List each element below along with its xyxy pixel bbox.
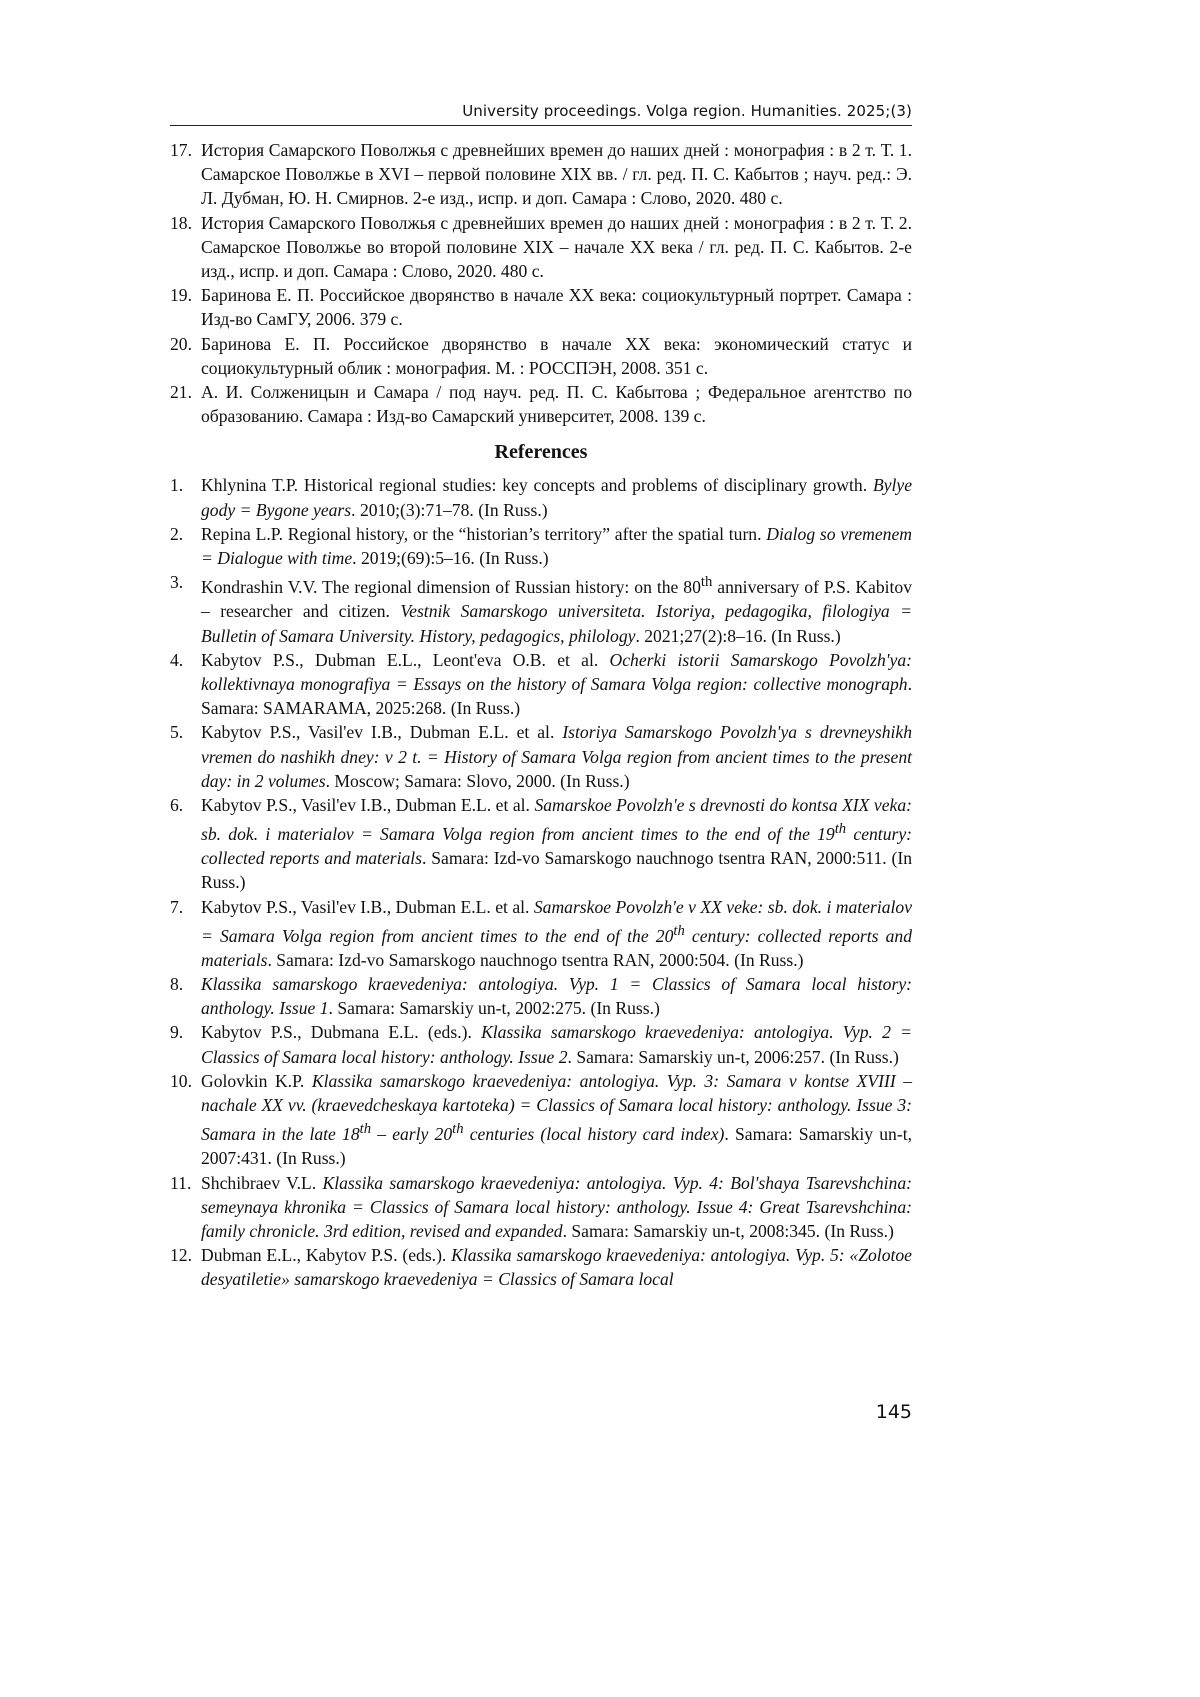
reference-text: Dubman E.L., Kabytov P.S. (eds.). Klassika samarskogo kraevedeniya: antologiya. Vyp. 5: «Zolotoe desyatiletie» samarskogo kraevedeniya = Classics of Samara local [201, 1245, 912, 1290]
reference-item [170, 1069, 912, 1171]
reference-text: А. И. Солженицын и Самара / под науч. ред. П. С. Кабытова ; Федеральное агентство по образованию. Самара : Изд-во Самарский университет, 2008. 139 с. [201, 382, 912, 427]
reference-item [170, 720, 912, 793]
reference-text: Klassika samarskogo kraevedeniya: antologiya. Vyp. 1 = Classics of Samara local history: anthology. Issue 1. Samara: Samarskiy un-t, 2002:275. (In Russ.) [201, 974, 912, 1019]
page-number: 145 [875, 1401, 912, 1423]
reference-text: История Самарского Поволжья с древнейших времен до наших дней : монография : в 2 т. Т. 2. Самарское Поволжье во второй половине XIX – начале XX века / гл. ред. П. С. Кабытов. 2-е изд., испр. и доп. Самара : Слово, 2020. 480 с. [201, 212, 912, 282]
reference-number: 11. [170, 1172, 192, 1193]
header-rule [170, 125, 912, 126]
reference-text: Kabytov P.S., Dubman E.L., Leont'eva O.B. et al. Ocherki istorii Samarskogo Povolzh'ya: kollektivnaya monografiya = Essays on the history of Samara Volga region: collective monograph. Samara: SAMARAMA, 2025:268. (In Russ.) [201, 649, 912, 719]
reference-number: 5. [170, 722, 184, 743]
reference-item [170, 972, 912, 1020]
reference-item [170, 332, 912, 380]
reference-item [170, 473, 912, 521]
reference-text: Golovkin K.P. Klassika samarskogo kraevedeniya: antologiya. Vyp. 3: Samara v kontse XVIII – nachale XX vv. (kraevedcheskaya kartoteka) = Classics of Samara local history: anthology. Issue 3: Samara in the late 18th – early 20th centuries (local history card index). Samara: Samarskiy un-t, 2007:431. (In Russ.) [201, 1070, 912, 1169]
reference-item [170, 570, 912, 647]
reference-number: 18. [170, 212, 192, 233]
reference-text: Kabytov P.S., Vasil'ev I.B., Dubman E.L. et al. Samarskoe Povolzh'e s drevnosti do kontsa XIX veka: sb. dok. i materialov = Samara Volga region from ancient times to the end of the 19th century: collected reports and materials. Samara: Izd-vo Samarskogo nauchnogo tsentra RAN, 2000:511. (In Russ.) [201, 794, 913, 893]
reference-number: 6. [170, 794, 184, 815]
reference-number: 19. [170, 285, 192, 306]
reference-number: 7. [170, 896, 184, 917]
reference-item [170, 793, 912, 895]
references-heading: References [494, 441, 588, 464]
reference-text: Kabytov P.S., Vasil'ev I.B., Dubman E.L. et al. Samarskoe Povolzh'e v XX veke: sb. dok. i materialov = Samara Volga region from ancient times to the end of the 20th century: collected reports and materials. Samara: Izd-vo Samarskogo nauchnogo tsentra RAN, 2000:504. (In Russ.) [201, 896, 913, 970]
reference-item [170, 211, 912, 284]
reference-text: Khlynina T.P. Historical regional studies: key concepts and problems of disciplinary growth. Bylye gody = Bygone years. 2010;(3):71–78. (In Russ.) [201, 475, 912, 520]
reference-item [170, 380, 912, 428]
reference-number: 3. [170, 572, 184, 593]
reference-number: 12. [170, 1245, 192, 1266]
reference-item [170, 1020, 912, 1068]
reference-number: 10. [170, 1070, 192, 1091]
reference-item [170, 283, 912, 331]
reference-number: 1. [170, 475, 184, 496]
reference-text: Repina L.P. Regional history, or the “historian’s territory” after the spatial turn. Dialog so vremenem = Dialogue with time. 2019;(69):5–16. (In Russ.) [201, 523, 912, 569]
running-header: University proceedings. Volga region. Humanities. 2025;(3) [462, 102, 912, 120]
reference-number: 8. [170, 974, 184, 995]
reference-item [170, 1243, 912, 1291]
reference-text: Shchibraev V.L. Klassika samarskogo kraevedeniya: antologiya. Vyp. 4: Bol'shaya Tsarevshchina: semeynaya khronika = Classics of Samara local history: anthology. Issue 4: Great Tsarevshchina: family chronicle. 3rd edition, revised and expanded. Samara: Samarskiy un-t, 2008:345. (In Russ.) [201, 1172, 912, 1241]
english-reference-list [170, 473, 912, 1291]
reference-text: Kabytov P.S., Vasil'ev I.B., Dubman E.L. et al. Istoriya Samarskogo Povolzh'ya s drevneyshikh vremen do nashikh dney: v 2 t. = History of Samara Volga region from ancient times to the present day: in 2 volumes. Moscow; Samara: Slovo, 2000. (In Russ.) [201, 722, 913, 791]
russian-reference-list [170, 138, 912, 428]
reference-text: История Самарского Поволжья с древнейших времен до наших дней : монография : в 2 т. Т. 1. Самарское Поволжье в XVI – первой половине XIX вв. / гл. ред. П. С. Кабытов ; науч. ред.: Э. Л. Дубман, Ю. Н. Смирнов. 2-е изд., испр. и доп. Самара : Слово, 2020. 480 с. [201, 140, 912, 209]
reference-item [170, 1171, 912, 1244]
reference-number: 21. [170, 382, 192, 403]
reference-text: Kabytov P.S., Dubmana E.L. (eds.). Klassika samarskogo kraevedeniya: antologiya. Vyp. 2 = Classics of Samara local history: anthology. Issue 2. Samara: Samarskiy un-t, 2006:257. (In Russ.) [201, 1022, 912, 1067]
reference-number: 4. [170, 649, 184, 670]
reference-text: Баринова Е. П. Российское дворянство в начале XX века: социокультурный портрет. Самара : Изд-во СамГУ, 2006. 379 с. [201, 285, 912, 330]
reference-item [170, 895, 912, 972]
reference-text: Баринова Е. П. Российское дворянство в начале XX века: экономический статус и социокультурный облик : монография. М. : РОССПЭН, 2008. 351 с. [201, 333, 912, 378]
reference-number: 2. [170, 523, 184, 544]
reference-number: 17. [170, 140, 192, 160]
reference-number: 9. [170, 1022, 184, 1043]
reference-number: 20. [170, 333, 192, 354]
reference-item [170, 648, 912, 721]
reference-item [170, 138, 912, 211]
references-body [170, 138, 912, 1292]
reference-text: Kondrashin V.V. The regional dimension of Russian history: on the 80th anniversary of P.S. Kabitov – researcher and citizen. Vestnik Samarskogo universiteta. Istoriya, pedagogika, filologiya = Bulletin of Samara University. History, pedagogics, philology. 2021;27(2):8–16. (In Russ.) [201, 574, 912, 646]
reference-item [170, 522, 912, 570]
